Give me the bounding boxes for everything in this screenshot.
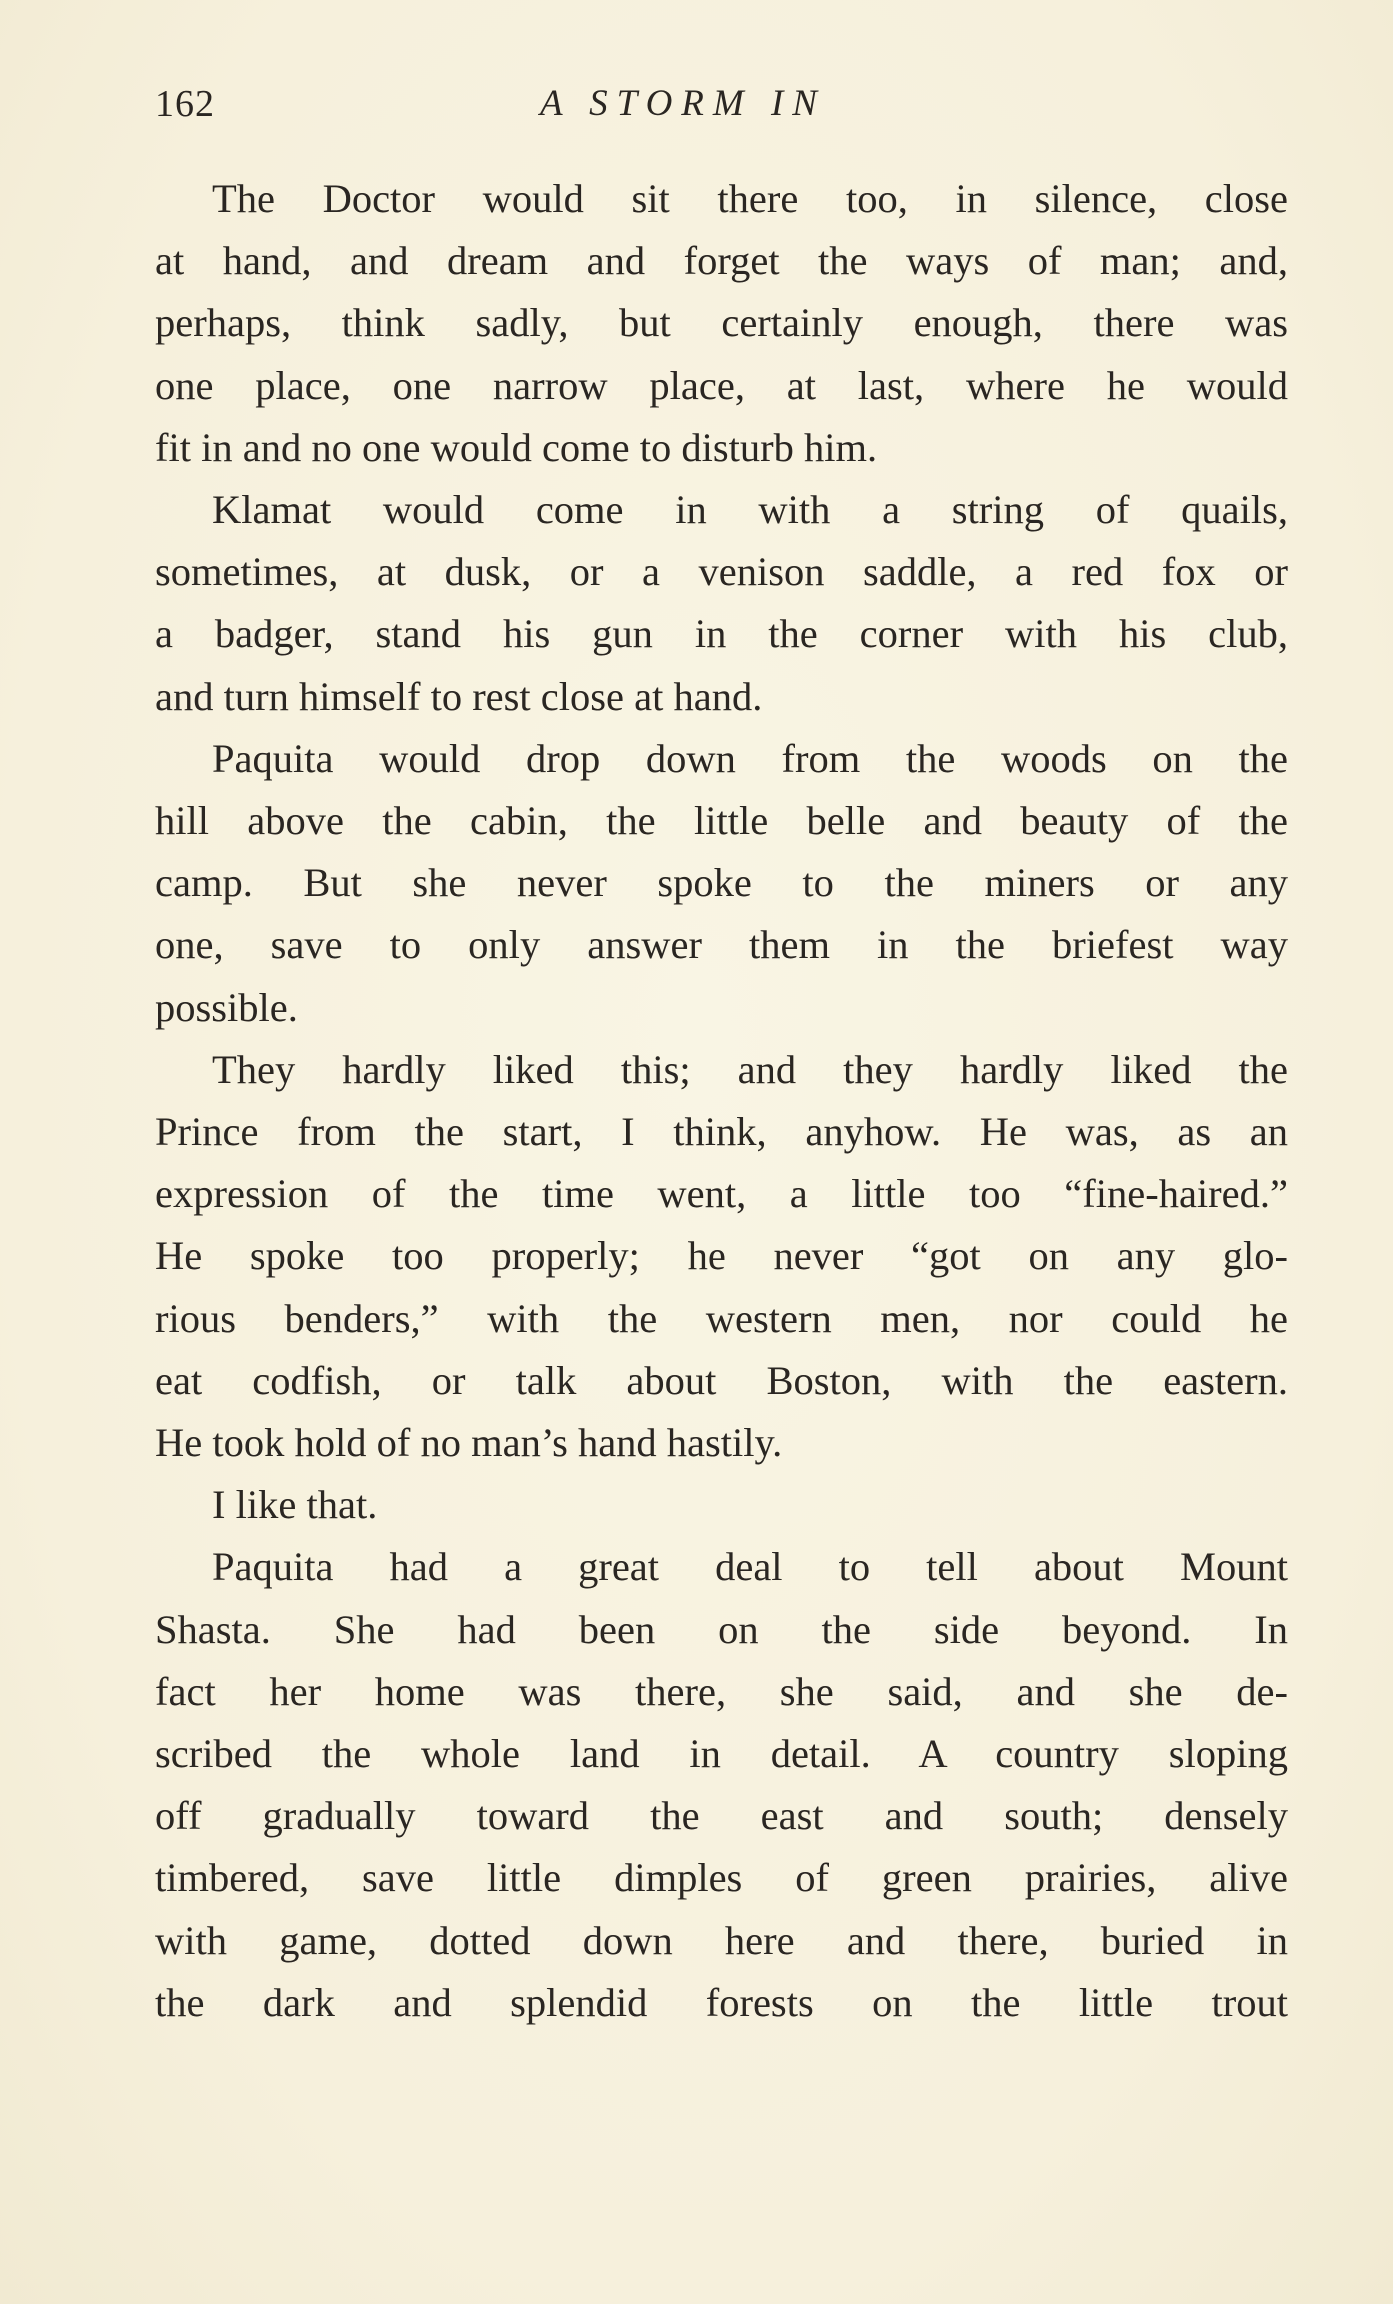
text-line: and turn himself to rest close at hand. [155, 673, 763, 719]
page-number: 162 [155, 83, 215, 125]
text-line: The Doctor would sit there too, in silence, close [212, 176, 1288, 221]
text-line: fit in and no one would come to disturb him. [155, 424, 878, 470]
text-line: expression of the time went, a little too “fine-haired.” [155, 1171, 1288, 1217]
text-line: perhaps, think sadly, but certainly enough, there was [155, 300, 1288, 346]
body-text [155, 168, 1288, 2034]
running-head: A STORM IN [540, 83, 826, 124]
page-header [155, 82, 1285, 142]
text-line: one, save to only answer them in the briefest way [155, 922, 1288, 968]
text-line: eat codfish, or talk about Boston, with the eastern. [155, 1357, 1288, 1403]
text-line: rious benders,” with the western men, nor could he [155, 1295, 1288, 1341]
text-line: fact her home was there, she said, and she de- [155, 1668, 1288, 1714]
text-line: Prince from the start, I think, anyhow. He was, as an [155, 1109, 1288, 1155]
text-line: He spoke too properly; he never “got on any glo- [155, 1233, 1288, 1279]
text-line: timbered, save little dimples of green prairies, alive [155, 1855, 1288, 1901]
text-line: camp. But she never spoke to the miners or any [155, 860, 1288, 906]
text-line: sometimes, at dusk, or a venison saddle, a red fox or [155, 549, 1288, 595]
text-line: Paquita would drop down from the woods on the [212, 735, 1288, 781]
text-line: with game, dotted down here and there, buried in [155, 1917, 1288, 1963]
text-line: off gradually toward the east and south; densely [155, 1793, 1288, 1839]
text-line: Shasta. She had been on the side beyond. In [155, 1606, 1288, 1652]
text-line: They hardly liked this; and they hardly liked the [212, 1046, 1288, 1092]
text-line: He took hold of no man’s hand hastily. [155, 1420, 783, 1466]
text-line: Klamat would come in with a string of quails, [212, 487, 1288, 533]
text-line: Paquita had a great deal to tell about Mount [212, 1544, 1288, 1590]
text-line: hill above the cabin, the little belle and beauty of the [155, 798, 1288, 844]
text-line: I like that. [212, 1482, 378, 1528]
text-line: one place, one narrow place, at last, where he would [155, 362, 1288, 408]
text-line: possible. [155, 984, 298, 1030]
text-line: a badger, stand his gun in the corner with his club, [155, 611, 1288, 657]
text-line: at hand, and dream and forget the ways of man; and, [155, 238, 1288, 284]
text-line: the dark and splendid forests on the little trout [155, 1979, 1288, 2025]
text-line: scribed the whole land in detail. A country sloping [155, 1731, 1288, 1777]
